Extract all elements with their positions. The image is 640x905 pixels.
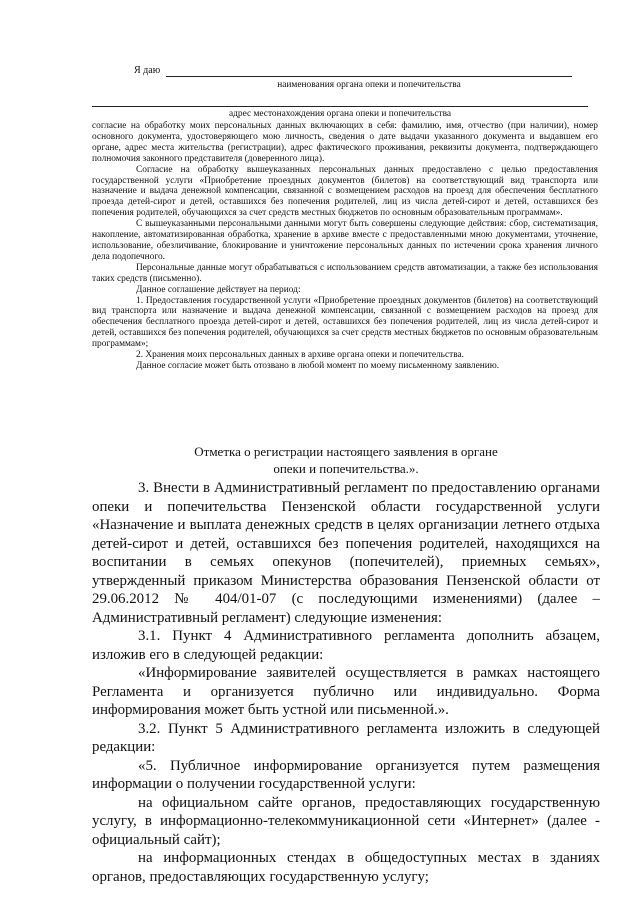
main-paragraph: «Информирование заявителей осуществляется в рамках настоящего Регламента и организуется публично или индивидуально. Форма информирования может быть устной или письменной.».: [92, 665, 600, 718]
registration-line: опеки и попечительства.».: [273, 461, 419, 476]
consent-paragraph: Данное согласие может быть отозвано в любой момент по моему письменному заявлению.: [136, 360, 500, 371]
registration-note: [92, 443, 600, 477]
consent-paragraph: С вышеуказанными персональными данными могут быть совершены следующие действия: сбор, систематизация, накопление, автоматизированная обработка, хранение в архиве вместе с предоставленными мною документами, уточнение, использование, обезличивание, блокирование и уничтожение персональных данных по истечении срока хранения личного дела подопечного.: [92, 219, 598, 262]
registration-line: Отметка о регистрации настоящего заявления в органе: [194, 444, 498, 459]
consent-block: [92, 121, 598, 372]
consent-paragraph: Персональные данные могут обрабатываться с использованием средств автоматизации, а также без использования таких средств (письменно).: [92, 262, 598, 284]
main-paragraph: «5. Публичное информирование организуется путем размещения информации о получении государственной услуги:: [92, 757, 600, 792]
i-give-label: Я даю: [134, 65, 161, 76]
main-paragraph: 3.1. Пункт 4 Административного регламента дополнить абзацем, изложив его в следующей редакции:: [92, 628, 600, 663]
main-paragraph: на официальном сайте органов, предоставляющих государственную услугу, в информационно-телекоммуникационной сети «Интернет» (далее - официальный сайт);: [92, 794, 600, 848]
consent-paragraph: 2. Хранения моих персональных данных в архиве органа опеки и попечительства.: [136, 350, 465, 361]
authority-caption: наименования органа опеки и попечительства: [277, 80, 461, 90]
address-caption: адрес местонахождения органа опеки и попечительства: [228, 109, 452, 119]
consent-paragraph: Согласие на обработку вышеуказанных персональных данных предоставлено с целью предоставления государственной услуги «Приобретение проездных документов (билетов) на соответствующий вид транспорта или назначение и выдача денежной компенсации, связанной с возмещением расходов на проезд для обеспечения бесплатного проезда детей-сирот и детей, оставшихся без попечения родителей, лиц из числа детей-сирот и детей, оставшихся без попечения родителей, обучающихся за счет средств местных бюджетов по основным образовательным программам».: [92, 164, 598, 219]
main-paragraph: 3. Внести в Административный регламент по предоставлению органами опеки и попечительства Пензенской области государственной услуги «Назначение и выплата денежных средств в целях организации летнего отдыха детей-сирот и детей, оставшихся без попечения родителей, находящихся на воспитании в семьях опекунов (попечителей), приемных семьях», утвержденный приказом Министерства образования Пензенской области от 29.06.2012 № 404/01-07 (с последующими изменениями) (далее – Административный регламент) следующие изменения:: [92, 480, 600, 626]
consent-paragraph: согласие на обработку моих персональных данных включающих в себя: фамилию, имя, отчество (при наличии), номер основного документа, удостоверяющего мою личность, сведения о дате выдачи указанного документа и выдавшем его органе, адрес места жительства (регистрации), адрес фактического проживания, реквизиты документа, подтверждающего полномочия законного представителя (доверенного лица).: [92, 121, 598, 164]
main-paragraph: 3.2. Пункт 5 Административного регламента изложить в следующей редакции:: [92, 720, 600, 755]
consent-paragraph: Данное соглашение действует на период:: [136, 284, 301, 295]
address-underline: [92, 106, 588, 107]
authority-underline: [166, 76, 572, 77]
main-block: [92, 479, 600, 886]
main-paragraph: на информационных стендах в общедоступных местах в зданиях органов, предоставляющих государственную услугу;: [92, 850, 600, 885]
consent-paragraph: 1. Предоставления государственной услуги «Приобретение проездных документов (билетов) на соответствующий вид транспорта или назначение и выдача денежной компенсации, связанной с возмещением расходов на проезд для обеспечения бесплатного проезда детей-сирот и детей, оставшихся без попечения родителей, лиц из числа детей-сирот и детей, оставшихся без попечения родителей, обучающихся за счет средств местных бюджетов по основным образовательным программам»;: [92, 295, 598, 350]
